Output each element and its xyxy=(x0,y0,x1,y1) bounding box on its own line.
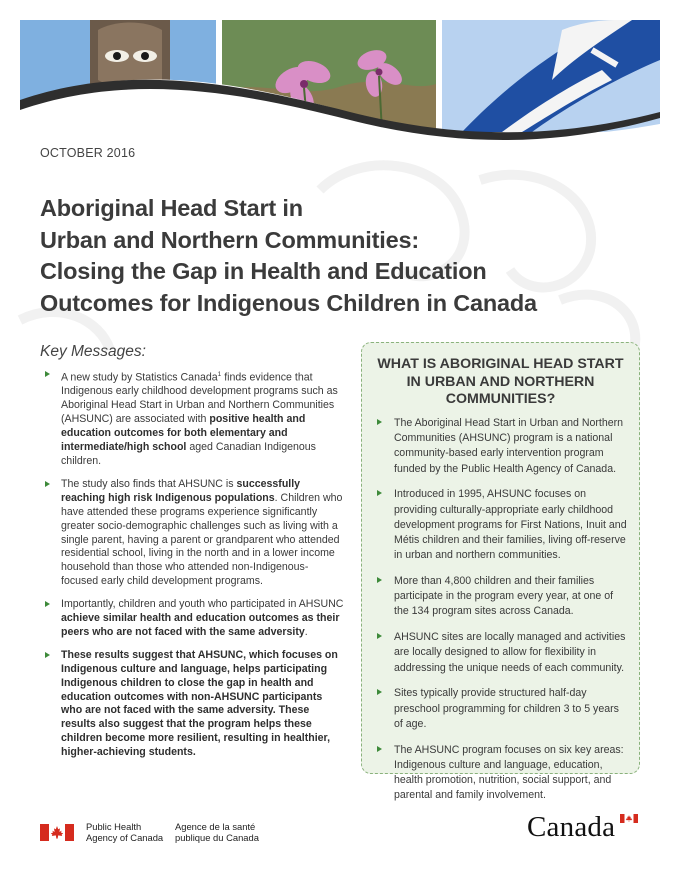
key-message-text: finds evidence that Indigenous early childhood development programs such as Aboriginal Head Start in Urban and Northern Communities (AHSUNC) are associated with xyxy=(61,371,338,426)
sidebar-item-text: The AHSUNC program focuses on six key areas: Indigenous culture and language, education, health promotion, nutrition, social support, and parental and family involvement. xyxy=(394,743,624,802)
banner-wave-decoration xyxy=(0,0,680,160)
sidebar-item-text: Introduced in 1995, AHSUNC focuses on providing culturally-appropriate early childhood development programs for First Nations, Inuit and Métis children and their families, living off-reserve in urban and northern communities. xyxy=(394,488,627,562)
triangle-bullet-icon xyxy=(45,601,50,607)
key-message-emphasis: These results suggest that AHSUNC, which focuses on Indigenous culture and language, helps participating Indigenous children to close the gap in health and education outcomes with non-AHSUNC participants who are not faced with the same adversity. These results also suggest that the program helps these children become more resilient, resulting in healthier, higher-achieving students. xyxy=(61,648,338,759)
triangle-bullet-icon xyxy=(377,746,382,752)
sidebar-item-text: Sites typically provide structured half-day preschool programming for children 3 to 5 years of age. xyxy=(394,687,619,730)
triangle-bullet-icon xyxy=(377,577,382,583)
key-message-item xyxy=(44,478,344,589)
triangle-bullet-icon xyxy=(377,419,382,425)
title-line: Urban and Northern Communities: xyxy=(40,226,419,253)
key-message-emphasis: achieve similar health and education outcomes as their peers who are not faced with the same adversity xyxy=(61,612,340,638)
signature-line: Public Health xyxy=(86,821,142,832)
triangle-bullet-icon xyxy=(377,689,382,695)
header-banner xyxy=(0,0,680,160)
sidebar-item xyxy=(376,686,628,732)
key-message-text: A new study by Statistics Canada xyxy=(61,371,218,384)
title-line: Closing the Gap in Health and Education xyxy=(40,258,487,284)
title-line: Outcomes for Indigenous Children in Canada xyxy=(40,289,537,316)
agency-signature-french xyxy=(175,821,259,843)
sidebar-item xyxy=(376,743,628,804)
sidebar-item xyxy=(376,416,628,477)
sidebar-item xyxy=(376,487,628,563)
footer xyxy=(0,810,680,860)
key-message-text: Importantly, children and youth who participated in AHSUNC xyxy=(61,598,344,611)
key-message-text: . xyxy=(304,625,308,638)
sidebar-item xyxy=(376,574,628,620)
agency-signature-english xyxy=(86,821,163,843)
key-message-text: The study also finds that AHSUNC is xyxy=(61,477,237,490)
sidebar-item-text: AHSUNC sites are locally managed and activities are locally designed to allow for flexibility in addressing the unique needs of each community. xyxy=(394,631,626,674)
signature-line: Agence de la santé xyxy=(175,821,256,832)
triangle-bullet-icon xyxy=(377,490,382,496)
key-message-emphasis: successfully reaching high risk Indigenous populations xyxy=(61,477,301,504)
key-messages-list xyxy=(44,368,344,769)
canada-wordmark: Canada xyxy=(527,811,616,843)
key-message-item xyxy=(44,598,344,640)
canada-wordmark-flag-icon xyxy=(620,814,638,823)
signature-line: publique du Canada xyxy=(175,832,259,843)
document-title xyxy=(40,193,640,319)
footnote-marker: 1 xyxy=(217,371,222,378)
key-message-item xyxy=(44,368,344,469)
triangle-bullet-icon xyxy=(377,633,382,639)
triangle-bullet-icon xyxy=(45,371,50,377)
key-messages-heading: Key Messages: xyxy=(40,343,146,360)
key-message-text: aged Canadian Indigenous children. xyxy=(61,441,316,467)
key-message-item xyxy=(44,649,344,760)
program-info-sidebar xyxy=(361,342,640,802)
sidebar-heading-line: WHAT IS ABORIGINAL HEAD START xyxy=(377,356,624,372)
triangle-bullet-icon xyxy=(45,481,50,487)
sidebar-heading xyxy=(362,356,639,409)
sidebar-list xyxy=(376,416,628,814)
key-message-emphasis: positive health and education outcomes for both elementary and intermediate/high school xyxy=(61,413,306,454)
issue-date: OCTOBER 2016 xyxy=(40,146,136,160)
title-line: Aboriginal Head Start in xyxy=(40,195,303,221)
signature-line: Agency of Canada xyxy=(86,832,164,843)
key-message-text: . Children who have attended these programs experience significantly greater socio-demographic challenges such as living with a single parent, having a parent or grandparent who attended residential school, living in the north and in a lower income household than those who attended non-Indigenous-focused early child development programs. xyxy=(61,491,343,588)
sidebar-item xyxy=(376,630,628,676)
sidebar-item-text: The Aboriginal Head Start in Urban and Northern Communities (AHSUNC) program is a national community-based early intervention program funded by the Public Health Agency of Canada. xyxy=(394,417,624,475)
triangle-bullet-icon xyxy=(45,652,50,658)
sidebar-heading-line: IN URBAN AND NORTHERN xyxy=(406,373,595,390)
canada-flag-icon xyxy=(40,824,74,841)
sidebar-item-text: More than 4,800 children and their families participate in the program every year, at one of the 134 program sites across Canada. xyxy=(394,575,614,618)
sidebar-heading-line: COMMUNITIES? xyxy=(445,391,556,407)
